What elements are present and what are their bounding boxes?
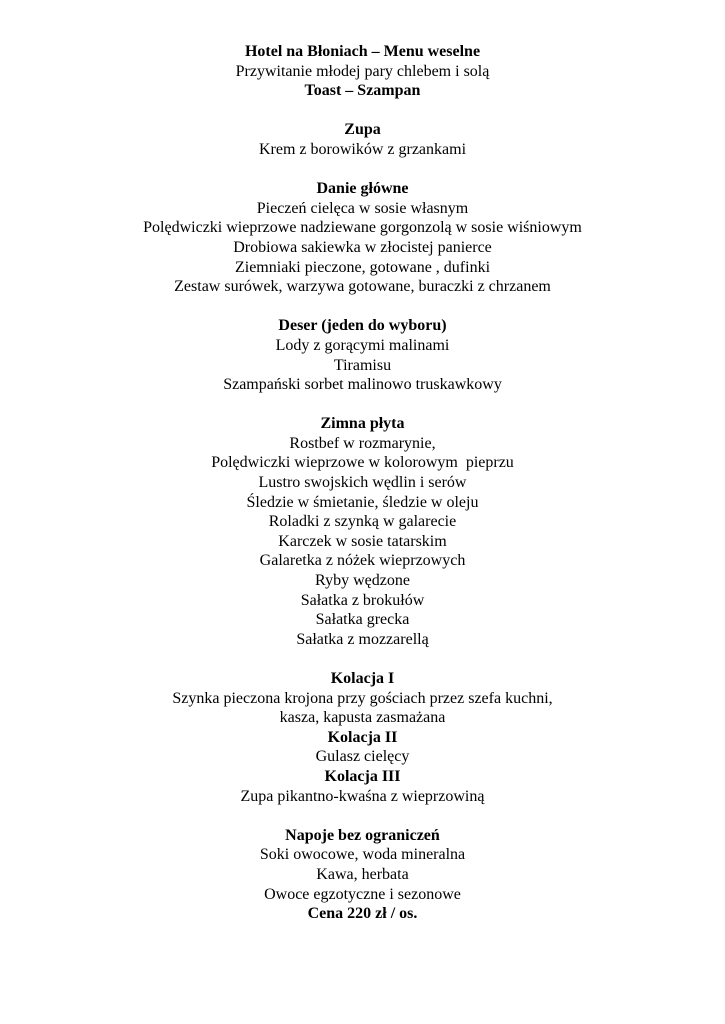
- toast-line: Toast – Szampan: [304, 82, 421, 100]
- menu-item: Lody z gorącymi malinami: [275, 336, 450, 354]
- spacer: [0, 395, 725, 415]
- section-heading: Zimna płyta: [320, 415, 405, 433]
- menu-item: Rostbef w rozmarynie,: [289, 434, 436, 452]
- spacer: [0, 101, 725, 121]
- menu-item: Ziemniaki pieczone, gotowane , dufinki: [234, 258, 491, 276]
- section-supper: [0, 669, 725, 806]
- section-heading: Deser (jeden do wyboru): [278, 317, 447, 335]
- spacer: [0, 297, 725, 317]
- menu-item: Sałatka z brokułów: [300, 591, 425, 609]
- menu-item: Polędwiczki wieprzowe w kolorowym pieprzu: [211, 454, 514, 472]
- menu-item: Drobiowa sakiewka w złocistej panierce: [233, 238, 492, 256]
- menu-document: [0, 42, 725, 924]
- menu-item: kasza, kapusta zasmażana: [279, 709, 446, 727]
- menu-item: Krem z borowików z grzankami: [258, 140, 467, 158]
- menu-item: Sałatka z mozzarellą: [296, 630, 429, 648]
- section-cold-buffet: [0, 414, 725, 649]
- section-heading: Kolacja I: [330, 670, 395, 687]
- spacer: [0, 806, 725, 826]
- section-heading: Napoje bez ograniczeń: [285, 826, 440, 844]
- section-heading: Danie główne: [316, 180, 409, 198]
- section-main-course: [0, 179, 725, 297]
- menu-item: Tiramisu: [333, 356, 392, 374]
- menu-item: Szynka pieczona krojona przy gościach przez szefa kuchni,: [172, 689, 553, 707]
- menu-item: Soki owocowe, woda mineralna: [259, 846, 466, 864]
- section-heading: Kolacja II: [327, 728, 398, 746]
- section-soup: [0, 120, 725, 159]
- menu-item: Owoce egzotyczne i sezonowe: [264, 885, 461, 903]
- menu-item: Zestaw surówek, warzywa gotowane, buraczki z chrzanem: [174, 278, 551, 296]
- menu-title: Hotel na Błoniach – Menu weselne: [244, 43, 481, 60]
- section-heading: Kolacja III: [324, 767, 401, 785]
- menu-item: Roladki z szynką w galarecie: [268, 513, 457, 531]
- menu-item: Zupa pikantno-kwaśna z wieprzowiną: [240, 787, 485, 805]
- menu-item: Kawa, herbata: [316, 865, 409, 883]
- menu-item: Gulasz cielęcy: [315, 748, 410, 766]
- menu-item: Karczek w sosie tatarskim: [278, 532, 447, 550]
- menu-item: Szampański sorbet malinowo truskawkowy: [223, 376, 502, 394]
- section-drinks: [0, 826, 725, 924]
- menu-item: Śledzie w śmietanie, śledzie w oleju: [246, 493, 479, 511]
- menu-item: Pieczeń cielęca w sosie własnym: [256, 199, 469, 217]
- section-heading: Zupa: [344, 121, 381, 139]
- menu-item: Sałatka grecka: [315, 611, 410, 629]
- price-line: Cena 220 zł / os.: [307, 905, 418, 923]
- menu-item: Ryby wędzone: [315, 572, 410, 590]
- menu-item: Lustro swojskich wędlin i serów: [258, 474, 467, 492]
- menu-item: Galaretka z nóżek wieprzowych: [259, 552, 466, 570]
- spacer: [0, 160, 725, 180]
- spacer: [0, 649, 725, 669]
- menu-item: Polędwiczki wieprzowe nadziewane gorgonzolą w sosie wiśniowym: [143, 219, 582, 237]
- welcome-line: Przywitanie młodej pary chlebem i solą: [235, 62, 490, 80]
- section-dessert: [0, 316, 725, 394]
